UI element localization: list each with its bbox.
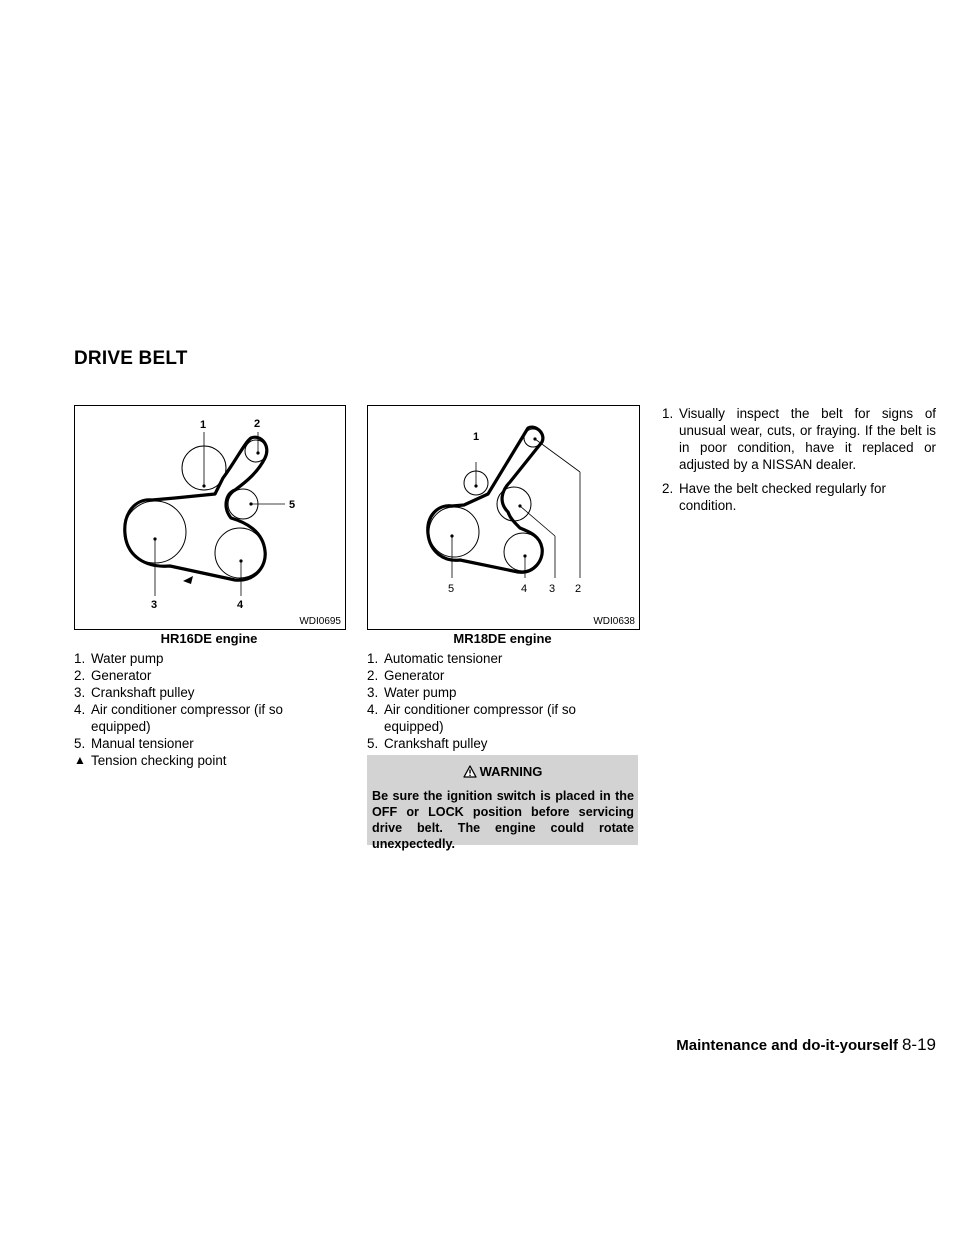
- tension-check-triangle: [183, 576, 193, 584]
- label-1: 1: [473, 431, 480, 443]
- label-2: 2: [254, 418, 261, 430]
- label-3: 3: [549, 583, 556, 595]
- list-item: ▲ Tension checking point: [74, 753, 227, 768]
- label-4: 4: [521, 583, 528, 595]
- inspection-instructions: [662, 405, 936, 521]
- crankshaft-pulley: [429, 507, 479, 557]
- mr18de-belt-diagram: [367, 405, 640, 630]
- figure-code: WDI0695: [299, 616, 341, 627]
- list-item: 2. Generator: [367, 668, 445, 683]
- list-item: 2. Generator: [74, 668, 152, 683]
- drive-belt: [428, 427, 543, 572]
- list-item: 4. Air conditioner compressor (if so equipped): [367, 702, 577, 734]
- warning-box: [367, 755, 638, 851]
- figure-caption: HR16DE engine: [160, 631, 258, 646]
- label-2: 2: [575, 583, 582, 595]
- tension-point-icon: ▲: [74, 753, 86, 767]
- chapter-title: Maintenance and do-it-yourself: [676, 1037, 898, 1054]
- hr16de-belt-svg: [75, 406, 345, 629]
- list-item: 1. Automatic tensioner: [367, 651, 503, 666]
- page-number: 8-19: [901, 1035, 936, 1054]
- list-item: 2. Have the belt checked regularly for condition.: [662, 481, 886, 513]
- label-4: 4: [237, 599, 244, 611]
- mr18de-belt-svg: [368, 406, 639, 629]
- figure-caption: MR18DE engine: [453, 631, 552, 646]
- label-5: 5: [289, 499, 296, 511]
- list-item: 5. Manual tensioner: [74, 736, 194, 751]
- figure-code: WDI0638: [593, 616, 635, 627]
- list-item: 4. Air conditioner compressor (if so equipped): [74, 702, 284, 734]
- list-item: 3. Water pump: [367, 685, 457, 700]
- hr16de-component-list: [74, 650, 344, 769]
- warning-triangle-icon: [463, 765, 477, 778]
- warning-header: [367, 755, 638, 779]
- list-item: 5. Crankshaft pulley: [367, 736, 488, 751]
- warning-text: Be sure the ignition switch is placed in the OFF or LOCK position before servicing drive belt. The engine could rotate unexpectedly.: [372, 789, 634, 851]
- label-3: 3: [151, 599, 158, 611]
- warning-title: WARNING: [479, 764, 543, 779]
- list-item: 3. Crankshaft pulley: [74, 685, 195, 700]
- page-footer: [676, 1035, 936, 1055]
- mr18de-component-list: [367, 650, 638, 752]
- label-5: 5: [448, 583, 455, 595]
- list-item: 1. Water pump: [74, 651, 164, 666]
- label-1: 1: [200, 419, 207, 431]
- drive-belt: [125, 437, 267, 580]
- section-title: DRIVE BELT: [74, 348, 188, 369]
- list-item: 1. Visually inspect the belt for signs of unusual wear, cuts, or fraying. If the belt is in poor condition, have it replaced or adjusted by a NISSAN dealer.: [662, 406, 936, 472]
- hr16de-belt-diagram: [74, 405, 346, 630]
